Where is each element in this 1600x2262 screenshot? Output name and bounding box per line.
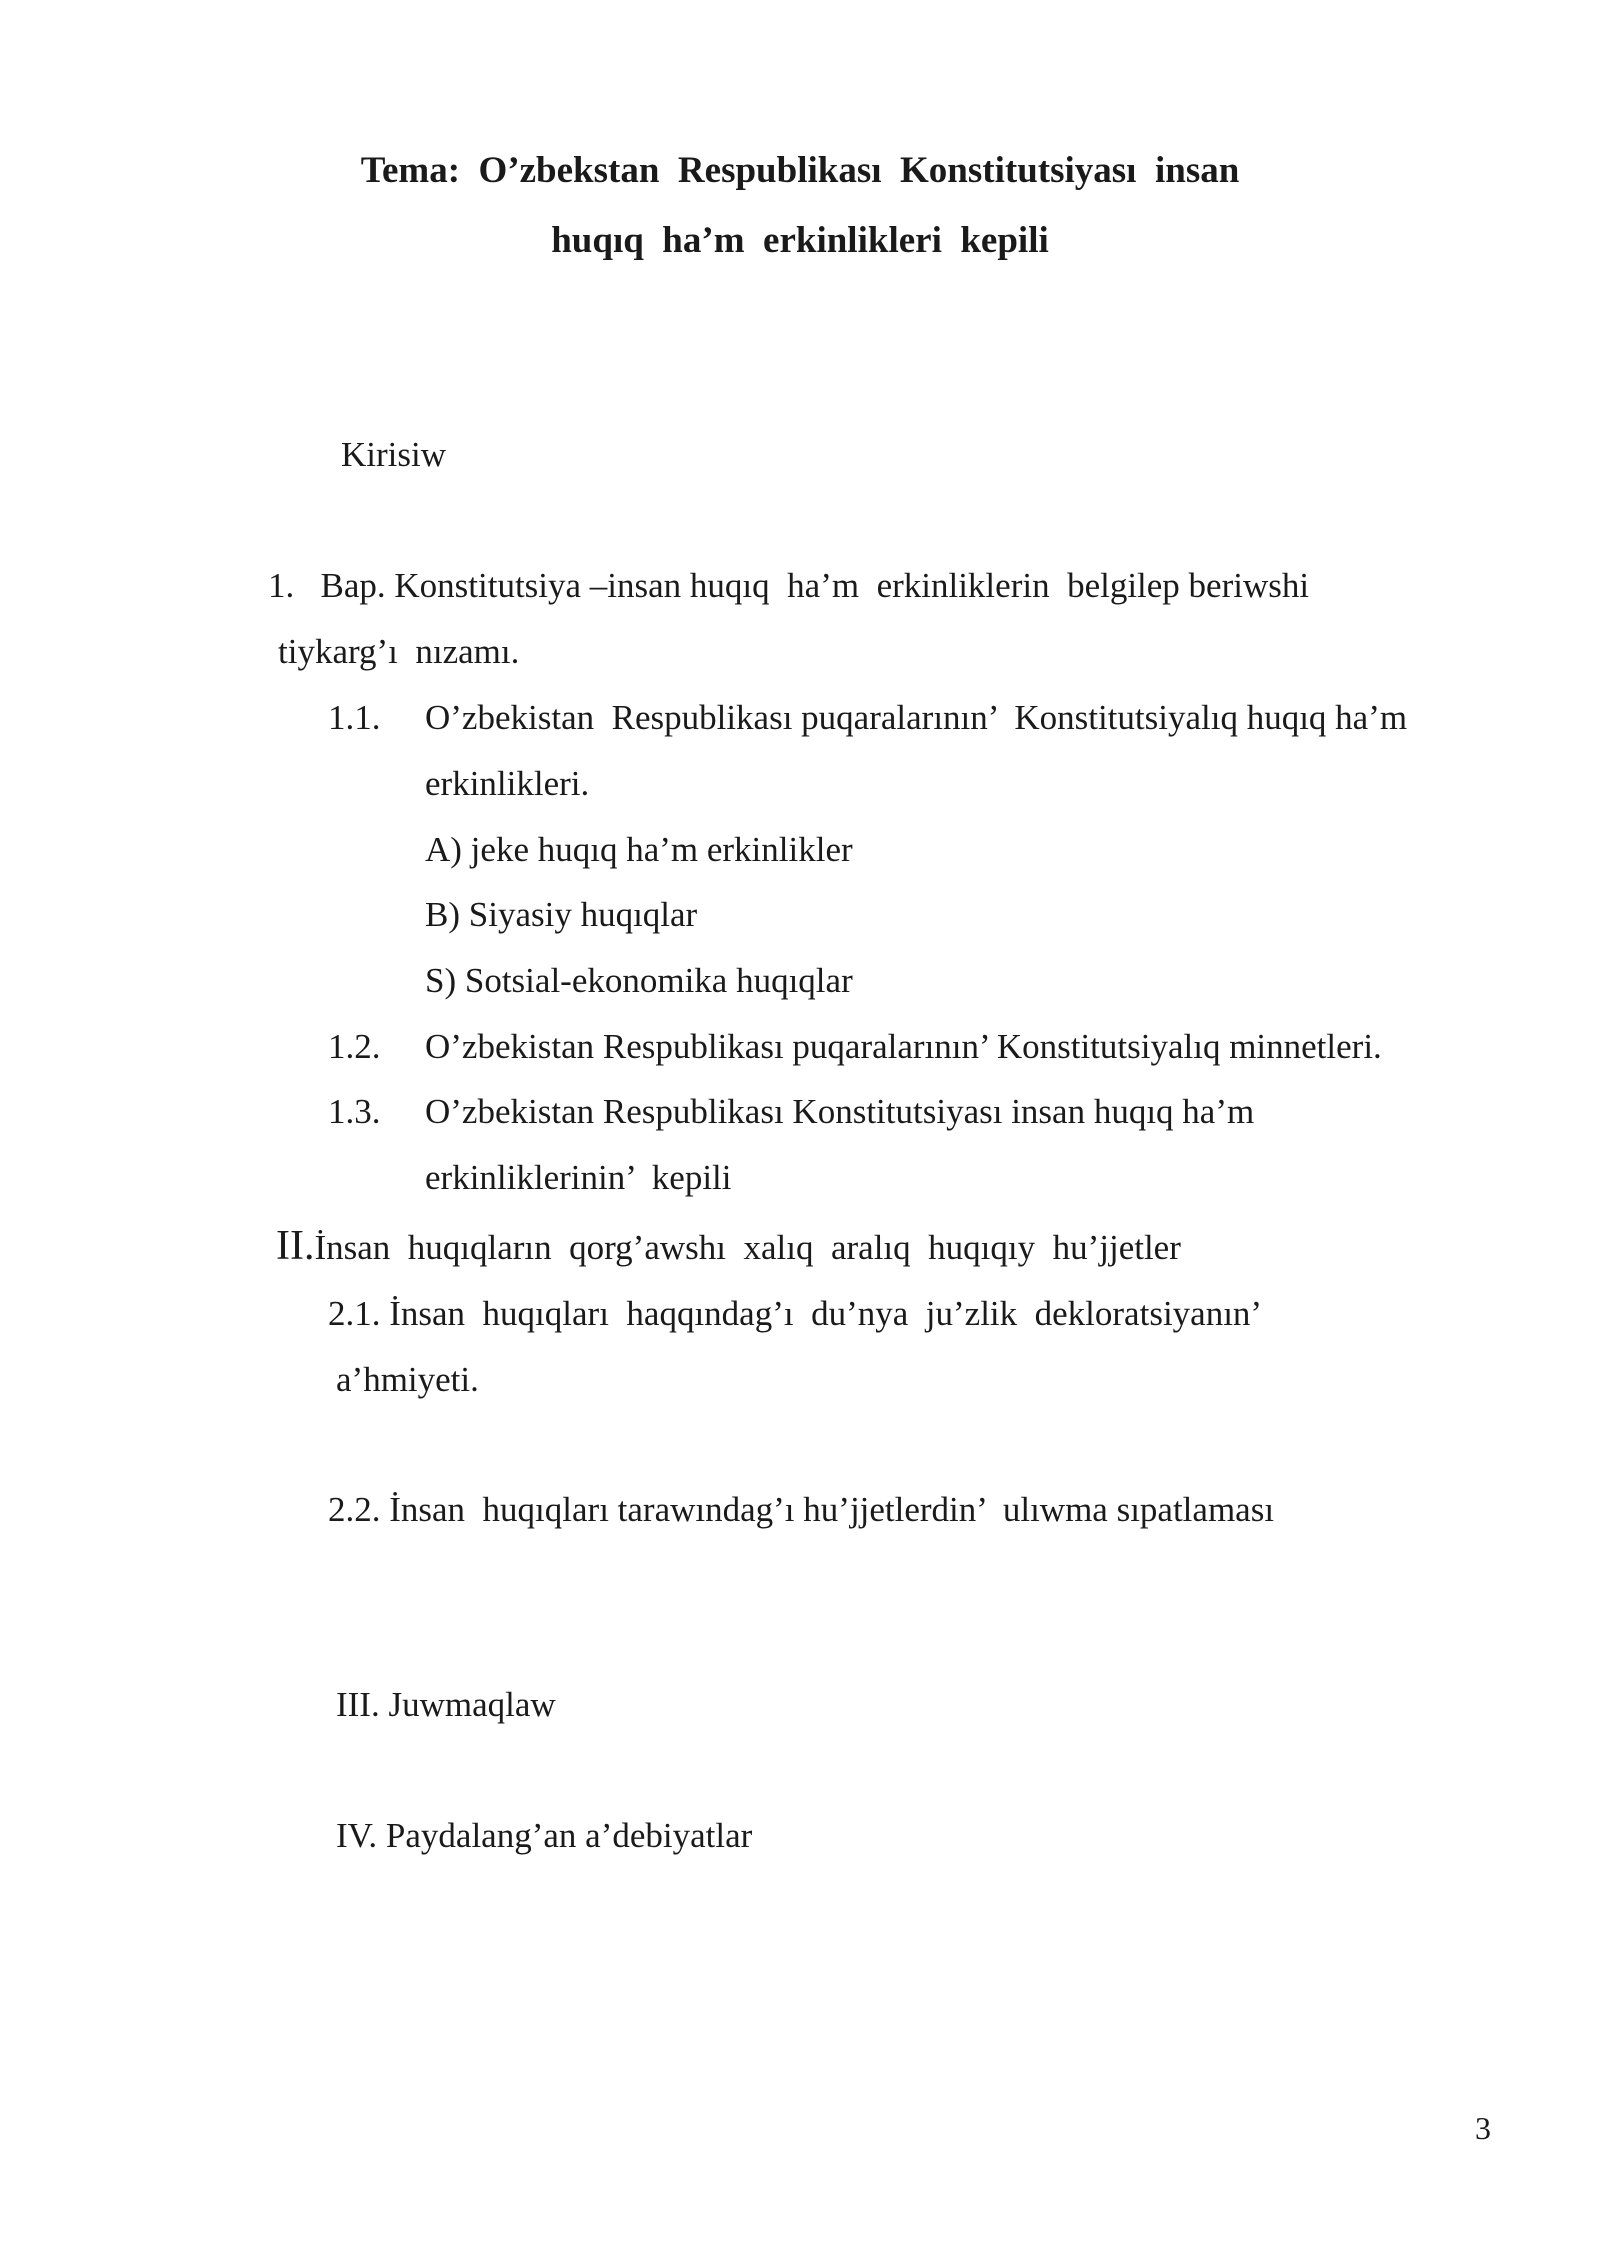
page-number: 3 xyxy=(1475,2110,1491,2146)
toc-subitem-b: B) Siyasiy huqıqlar xyxy=(425,895,698,934)
toc-section-1-3-number: 1.3. xyxy=(328,1092,381,1131)
toc-chapter-2 xyxy=(276,1225,1181,1267)
toc-section-1-1-line-1: O’zbekistan Respublikası puqaralarının’ Konstitutsiyalıq huqıq ha’m xyxy=(425,698,1408,737)
toc-section-2-1-line-1: 2.1. İnsan huqıqları haqqındag’ı du’nya ju’zlik dekloratsiyanın’ xyxy=(328,1294,1263,1333)
toc-section-2-1-line-2: a’hmiyeti. xyxy=(336,1360,479,1399)
toc-chapter-4: IV. Paydalang’an a’debiyatlar xyxy=(336,1816,753,1855)
toc-chapter-1-line-2: tiykarg’ı nızamı. xyxy=(278,632,520,671)
toc-chapter-2-numeral: II. xyxy=(276,1223,315,1269)
toc-subitem-a: A) jeke huqıq ha’m erkinlikler xyxy=(425,830,853,869)
toc-section-1-2-number: 1.2. xyxy=(328,1027,381,1066)
document-title-line-2: huqıq ha’m erkinlikleri kepili xyxy=(551,220,1049,261)
toc-section-1-1-line-2: erkinlikleri. xyxy=(425,764,590,803)
toc-section-2-2: 2.2. İnsan huqıqları tarawındag’ı hu’jjetlerdin’ ulıwma sıpatlaması xyxy=(328,1490,1275,1529)
toc-intro: Kirisiw xyxy=(341,435,446,474)
toc-section-1-3-line-2: erkinliklerinin’ kepili xyxy=(425,1158,732,1197)
toc-section-1-1-number: 1.1. xyxy=(328,698,381,737)
toc-subitem-s: S) Sotsial-ekonomika huqıqlar xyxy=(425,961,853,1000)
toc-section-1-3-line-1: O’zbekistan Respublikası Konstitutsiyası insan huqıq ha’m xyxy=(425,1092,1255,1131)
toc-section-1-2-text: O’zbekistan Respublikası puqaralarının’ Konstitutsiyalıq minnetleri. xyxy=(425,1027,1382,1066)
toc-chapter-1-line-1: 1. Bap. Konstitutsiya –insan huqıq ha’m erkinliklerin belgilep beriwshi xyxy=(268,566,1310,605)
toc-chapter-3: III. Juwmaqlaw xyxy=(336,1685,556,1724)
document-title-line-1: Tema: O’zbekstan Respublikası Konstitutsiyası insan xyxy=(360,150,1240,191)
toc-chapter-2-text: İnsan huqıqların qorg’awshı xalıq aralıq huqıqıy hu’jjetler xyxy=(314,1228,1181,1267)
